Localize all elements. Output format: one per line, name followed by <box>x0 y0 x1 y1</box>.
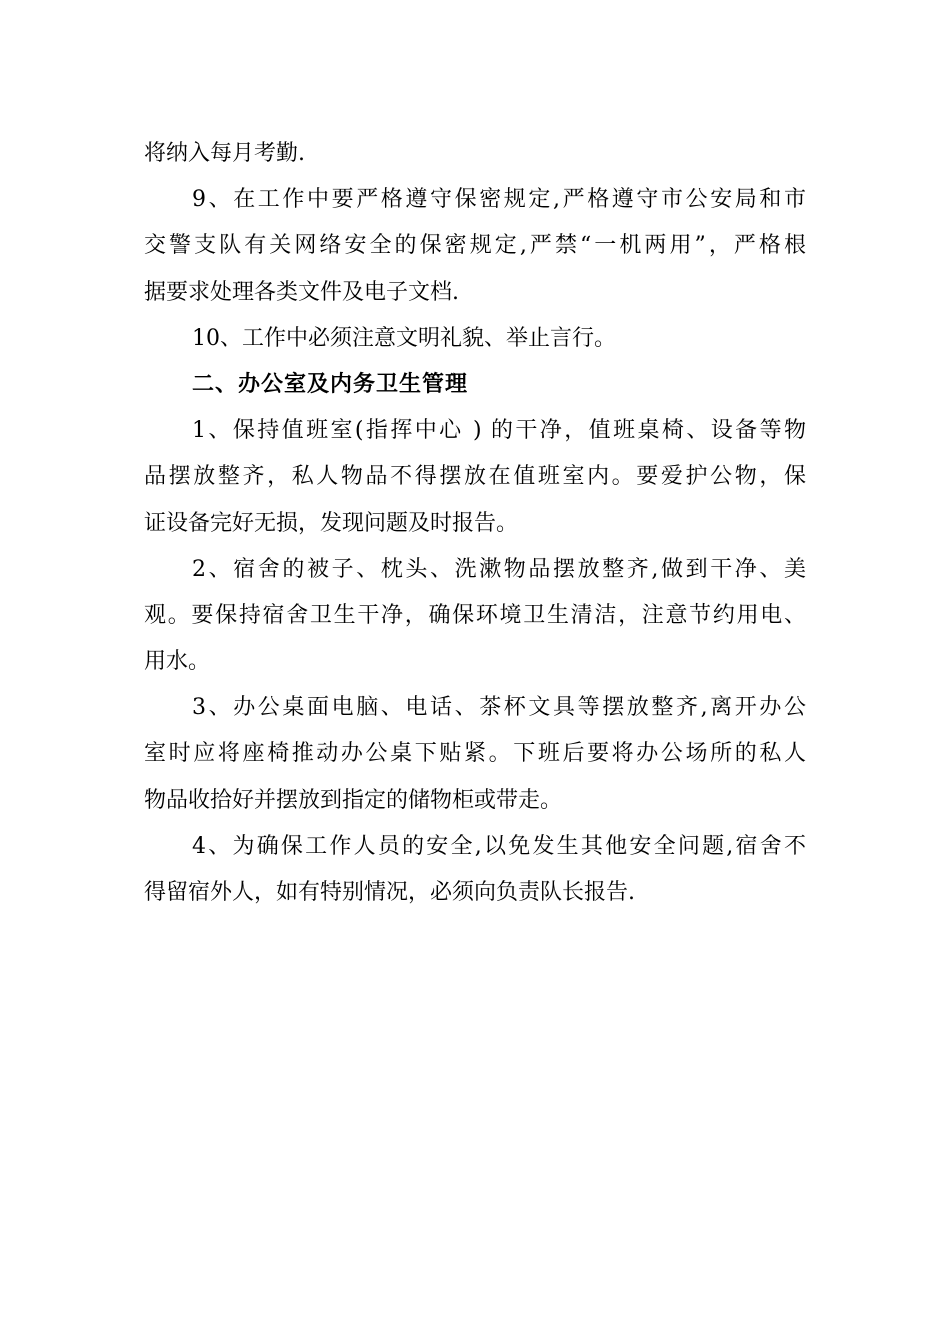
section-heading <box>144 362 806 408</box>
paragraph-item-10 <box>144 316 806 362</box>
text-line: 观。要保持宿舍卫生干净，确保环境卫生清洁，注意节约用电、 <box>144 602 806 628</box>
text-line: 证设备完好无损，发现问题及时报告。 <box>144 510 519 536</box>
text-line: 据要求处理各类文件及电子文档. <box>144 279 459 305</box>
paragraph-s2-item-1 <box>144 408 806 547</box>
text-line: 3、办公桌面电脑、电话、茶杯文具等摆放整齐,离开办公 <box>192 695 806 721</box>
text-line: 室时应将座椅推动办公桌下贴紧。下班后要将办公场所的私人 <box>144 741 806 767</box>
paragraph-s2-item-2 <box>144 547 806 686</box>
text-line: 4、为确保工作人员的安全,以免发生其他安全问题,宿舍不 <box>192 833 806 859</box>
text-line: 9、在工作中要严格遵守保密规定,严格遵守市公安局和市 <box>192 187 806 213</box>
paragraph-continuation <box>144 131 806 177</box>
text-line: 得留宿外人，如有特别情况，必须向负责队长报告. <box>144 880 635 905</box>
text-line: 用水。 <box>144 649 211 675</box>
paragraph-s2-item-3 <box>144 685 806 824</box>
text-line: 交警支队有关网络安全的保密规定,严禁“一机两用”，严格根 <box>144 233 806 259</box>
text-line: 1、保持值班室(指挥中心 ) 的干净，值班桌椅、设备等物 <box>192 418 806 444</box>
text-line: 10、工作中必须注意文明礼貌、举止言行。 <box>192 325 616 351</box>
section-title: 二、办公室及内务卫生管理 <box>192 371 469 397</box>
document-body <box>144 131 806 916</box>
text-line: 物品收拾好并摆放到指定的储物柜或带走。 <box>144 787 563 813</box>
paragraph-s2-item-4 <box>144 824 806 916</box>
text-line: 品摆放整齐，私人物品不得摆放在值班室内。要爱护公物，保 <box>144 464 806 490</box>
paragraph-item-9 <box>144 177 806 316</box>
text-line: 2、宿舍的被子、枕头、洗漱物品摆放整齐,做到干净、美 <box>192 556 806 582</box>
text-line: 将纳入每月考勤. <box>144 141 305 166</box>
